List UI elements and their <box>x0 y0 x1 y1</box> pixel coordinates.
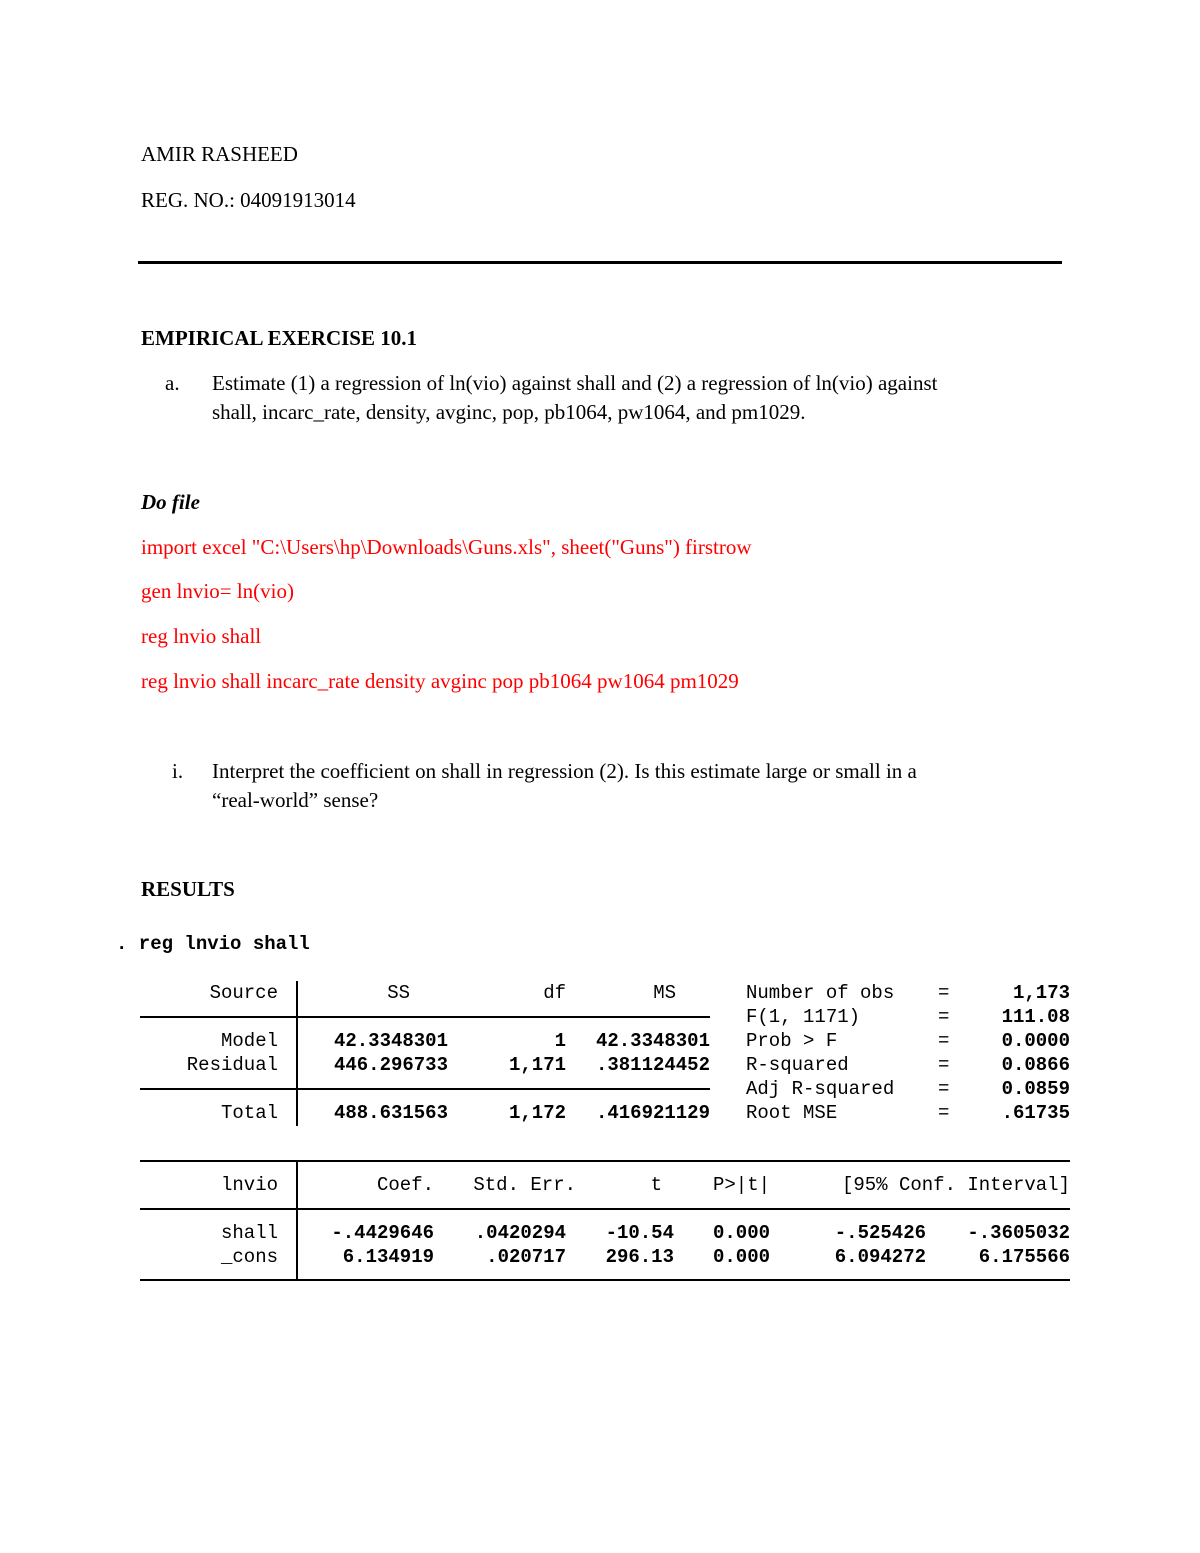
stat-value: 111.08 <box>1001 1006 1070 1028</box>
question-i-line2: “real-world” sense? <box>212 788 379 812</box>
coef-bottom-rule <box>140 1279 1070 1281</box>
coef-header-ci: [95% Conf. Interval] <box>841 1174 1070 1196</box>
stat-label: Number of obs <box>746 982 895 1004</box>
stat-equals: = <box>938 982 950 1004</box>
stat-value: 0.0866 <box>1001 1054 1070 1076</box>
code-line: gen lnvio= ln(vio) <box>141 579 294 603</box>
question-i-marker: i. <box>172 759 184 783</box>
anova-df: 1,172 <box>508 1102 566 1124</box>
coef-var: shall <box>220 1222 278 1244</box>
stata-command: . reg lnvio shall <box>116 933 310 955</box>
anova-vertical-rule <box>296 981 298 1126</box>
stat-label: F(1, 1171) <box>746 1006 861 1028</box>
anova-header-ms: MS <box>653 982 676 1004</box>
anova-header-source: Source <box>209 982 278 1004</box>
stat-label: R-squared <box>746 1054 849 1076</box>
stat-equals: = <box>938 1030 950 1052</box>
coef-header-depvar: lnvio <box>220 1174 278 1196</box>
question-i-line1: Interpret the coefficient on shall in regression (2). Is this estimate large or small in a <box>212 759 917 783</box>
question-a-line2: shall, incarc_rate, density, avginc, pop, pb1064, pw1064, and pm1029. <box>212 400 806 424</box>
coef-header-t: t <box>650 1174 662 1196</box>
coef-ci-high: -.3605032 <box>967 1222 1070 1244</box>
stat-equals: = <box>938 1078 950 1100</box>
stat-equals: = <box>938 1102 950 1124</box>
anova-df: 1,171 <box>508 1054 566 1076</box>
stat-equals: = <box>938 1054 950 1076</box>
anova-header-df: df <box>543 982 566 1004</box>
coef-se: .0420294 <box>474 1222 566 1244</box>
coef-value: -.4429646 <box>331 1222 434 1244</box>
stat-label: Adj R-squared <box>746 1078 895 1100</box>
anova-df: 1 <box>554 1030 566 1052</box>
anova-source: Model <box>220 1030 278 1052</box>
registration-number: REG. NO.: 04091913014 <box>141 188 356 212</box>
anova-ss: 488.631563 <box>333 1102 448 1124</box>
coef-t: 296.13 <box>605 1246 674 1268</box>
stat-value: 1,173 <box>1012 982 1070 1004</box>
stat-label: Root MSE <box>746 1102 838 1124</box>
anova-ms: .416921129 <box>595 1102 710 1124</box>
coef-header-p: P>|t| <box>712 1174 770 1196</box>
coef-header-coef: Coef. <box>376 1174 434 1196</box>
stat-label: Prob > F <box>746 1030 838 1052</box>
question-a-marker: a. <box>165 371 180 395</box>
header-divider <box>138 261 1062 264</box>
anova-source: Total <box>220 1102 278 1124</box>
coef-ci-low: 6.094272 <box>834 1246 926 1268</box>
anova-header-rule <box>140 1016 710 1018</box>
code-line: import excel "C:\Users\hp\Downloads\Guns.xls", sheet("Guns") firstrow <box>141 535 752 559</box>
anova-ss: 446.296733 <box>333 1054 448 1076</box>
anova-source: Residual <box>186 1054 278 1076</box>
stat-value: .61735 <box>1001 1102 1070 1124</box>
code-line: reg lnvio shall <box>141 624 262 648</box>
coef-top-rule <box>140 1160 1070 1162</box>
do-file-label: Do file <box>141 490 200 514</box>
author-name: AMIR RASHEED <box>141 142 298 166</box>
question-a-line1: Estimate (1) a regression of ln(vio) against shall and (2) a regression of ln(vio) against <box>212 371 938 395</box>
coef-header-rule <box>140 1208 1070 1210</box>
anova-header-ss: SS <box>387 982 410 1004</box>
coef-p: 0.000 <box>712 1246 770 1268</box>
anova-ss: 42.3348301 <box>333 1030 448 1052</box>
stat-value: 0.0000 <box>1001 1030 1070 1052</box>
anova-ms: .381124452 <box>595 1054 710 1076</box>
coef-ci-high: 6.175566 <box>978 1246 1070 1268</box>
coef-vertical-rule <box>296 1160 298 1280</box>
coef-p: 0.000 <box>712 1222 770 1244</box>
coef-var: _cons <box>220 1246 278 1268</box>
coef-value: 6.134919 <box>342 1246 434 1268</box>
coef-ci-low: -.525426 <box>834 1222 926 1244</box>
results-label: RESULTS <box>141 877 235 901</box>
code-line: reg lnvio shall incarc_rate density avginc pop pb1064 pw1064 pm1029 <box>141 669 739 693</box>
coef-t: -10.54 <box>605 1222 674 1244</box>
stat-value: 0.0859 <box>1001 1078 1070 1100</box>
anova-ms: 42.3348301 <box>595 1030 710 1052</box>
coef-header-se: Std. Err. <box>473 1174 576 1196</box>
coef-se: .020717 <box>486 1246 566 1268</box>
stat-equals: = <box>938 1006 950 1028</box>
anova-total-rule <box>140 1088 710 1090</box>
exercise-title: EMPIRICAL EXERCISE 10.1 <box>141 326 417 350</box>
